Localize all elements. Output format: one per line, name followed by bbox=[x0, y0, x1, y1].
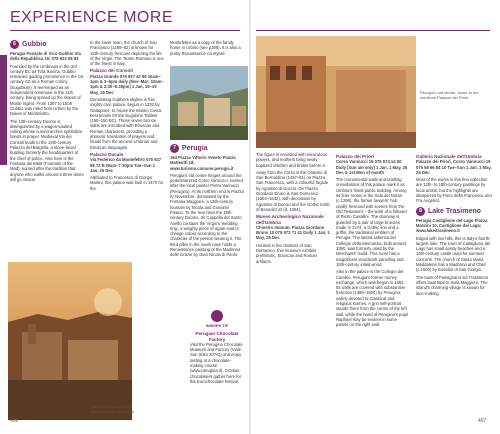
entry-body: In the lower town, the church of San Francesco (1259–82) is known for 15th-century frescoes depicting the life of the Virgin. The Teatro Romano is one of the finest in Italy. bbox=[90, 40, 164, 67]
title-rule-right bbox=[256, 30, 490, 31]
sight-body: Most of the works in this fine collection are 13th- to 18th-century paintings by local artists, but the highlights are altarpieces by Piero della Francesca and Fra Angelico. bbox=[416, 177, 492, 204]
entry-title: Perugia bbox=[182, 144, 208, 152]
sight-meta: Via Federico da Montefeltro 075 927 58 72 8:30am–7:30pm Tue–Sun 1 Jan, 25 Dec bbox=[90, 157, 162, 173]
page-number-right: 407 bbox=[478, 418, 487, 424]
entry-meta: Perugia Castiglione del Lago Piazza Mazzini 10, Castiglione del Lago; www.lakeitrasimeno.it bbox=[416, 217, 488, 234]
sight-meta: Palazzo dei Priori, Corso Vannucci 19 075 58 66 84 10 Tue–Sun 1 Jan, 1 May, 25 Dec bbox=[416, 159, 492, 175]
sight-meta: Corso Vannucci 19 075 574 14 00 Daily (Sun am only) 1 Jan, 1 May, 25 Dec & 1st Mon of month bbox=[336, 159, 408, 175]
perugia-square-photo bbox=[256, 36, 416, 148]
perugia-continued bbox=[256, 152, 330, 266]
sight-body: Housed in the cloisters of San Domenico, this museum exhibits prehistoric, Etruscan and Roman artifacts. bbox=[256, 242, 317, 264]
entry-body: Edged with low hills, this is Italy's fourth-largest lake. The town of Castiglione del Lago has small sandy beaches and a 16th-century castle used for summer concerts. The church of Santa Maria Maddalena has a Madonna and Child (c.1500) by Eusebio di San Giorgio. bbox=[416, 235, 491, 273]
priori-column bbox=[336, 152, 410, 330]
entry-number: 6 bbox=[10, 40, 19, 49]
sight-body: Also in the palace is the Collegio del Cambio, Perugia's former money exchange, which was begun in 1452. Its walls are covered with substantive frescoes (1498–1500) by Perugino, widely devoted to Classical and religious scenes. A grin self-portrait stands there from the centre of the left wall, while the hand of Perugino's pupil Raphael may be evident in some panels on the right wall. bbox=[336, 269, 409, 328]
sight-body: Dominating Gubbio's skyline is this mighty civic palace, begun in 1332 by Gattapone, to house the Museo Civico, best known for the Eugubine Tablets (250–150 BC). These seven bronze slabs are inscribed with Etruscan and Roman characters, providing a phonetic translation of prayers and rituals from the ancient Umbrian and Etruscan languages. bbox=[90, 96, 163, 150]
insider-tip-label: INSIDER TIP bbox=[205, 324, 229, 328]
entry-body: Perugia's old centre hinges around the pedestrianized Corso Vannucci, named after the local painter Pietro Vannucci (Perugino). At its northern end is Piazza IV Novembre, dominated by the Fontana Maggiore, a 13th-century fountain by Nicola and Giovanni Pisano. To the rear rises the 15th-century Duomo. Its Cappella del Santo Anello contains the Virgin's 'wedding ring', a weighty piece of agate said to change colour according to the character of the person wearing it. The third pillar in the south nave holds a Renaissance painting of the Madonna delle Grazie by Gian Nicola di Paolo. bbox=[170, 172, 244, 258]
entry-body: Montefeltro as a copy of the family home in Urbino (see p398). It is also a pretty Renaissance courtyard. bbox=[170, 40, 241, 56]
gubbio-continued bbox=[170, 40, 244, 58]
sight-body: Attributed to Francesco di Giorgio Martini, this palace was built in 1470 for the bbox=[90, 175, 164, 191]
sight-title: Palazzo dei Consoli bbox=[90, 68, 133, 74]
gubbio-photo bbox=[8, 262, 132, 420]
perugia-caption: Perugia's old centre, home to the medieval Palazzo dei Priori bbox=[420, 90, 479, 100]
sight-title: Palazzo dei Priori bbox=[336, 154, 375, 159]
entry-number: 7 bbox=[170, 144, 179, 153]
gubbio-sights-column bbox=[90, 40, 164, 193]
entry-body: The 13th-century Duomo is distinguished by a wagon-vaulted ceiling whose curved arches symbolize hands in prayer. Medieval Via dei Consoli leads to the 13th-century Palazzo del Bargello, a stone-faced building formerly the headquarters of the chief of police. Also here is the Fontana dei Matti (Fountain of the Mad); named after the tradition that anyone who walks around it three times will go insane. bbox=[10, 118, 84, 182]
sight-meta: Chiostro monum. Piazza Giordano Bruno 10 075 572 71 41 Daily 1 Jan, 1 May, 25 Dec bbox=[256, 224, 330, 241]
entry-meta: Perugia Fossato di Vico-Gubbio Via della Repubblica 15; 075 922 06 93 bbox=[10, 51, 81, 62]
insider-tip-icon bbox=[211, 310, 223, 322]
sight-title: Galleria Nazionale dell'Umbria bbox=[416, 154, 482, 159]
entry-body: Founded by the Umbrians in the 3rd century BC as Tota Ikovina, Gubbio remained guiding prominence in the 1st century AD as a Roman colony (Eugubium). It reemerged as an independent commune in the 11th century, being spread up the slopes of Monte Ingino. From 1387 to 1508 Gubbio was ruled from Urbino by the Dukes of Montefeltro. bbox=[10, 63, 84, 117]
gubbio-column bbox=[10, 40, 84, 184]
entry-meta: 164 Piazza Vittorio Veneto Piazza Matteotti 18; www.turismo.comune.perugia.it bbox=[170, 155, 236, 171]
perugia-column bbox=[170, 144, 244, 260]
chapter-tab bbox=[0, 55, 7, 165]
insider-tip-box bbox=[190, 310, 244, 430]
page-number-left: 406 bbox=[10, 418, 19, 424]
sight-meta: Piazza Grande 075 927 42 98 10am–1pm & 3–6pm daily (Nov–Mar: 10am–1pm & 2:30–5:30pm) 1 Jan, 15–19 May, 25 Dec bbox=[90, 73, 164, 95]
entry-title: Gubbio bbox=[22, 40, 47, 48]
sight-body: The monumental walls and bristling crenellations of this palace mark it as Umbria's finest public building. Among its finer rooms is the Sala dei Notari (c.1296), the former lawyers' hall, vividly frescoed with scenes from the Old Testament – the work of a follower of Pietro Cavallini. The doorway is guarded by a pair of large bronzes made in 1274: a Gothic lion and a griffin, the traditional emblem of Perugia. The lateral Udienza del Collegio della Mercanzia, built around 1390, was formerly used by the Merchants' Guild. This room has a magnificent woodwork panelling and 15th-century inlaid wood. bbox=[336, 177, 408, 267]
book-spine bbox=[249, 0, 251, 434]
perugia-view-photo bbox=[170, 66, 248, 140]
galleria-column bbox=[416, 152, 492, 298]
entry-body: The figure is encircled with miraculous powers, and mothers bring newly baptized children and brides before it. bbox=[256, 152, 327, 168]
sight-title: Museo Archeologico Nazionale dell'Umbria bbox=[256, 214, 324, 225]
entry-body: The town of Passignano sul Trasimeno offers boat trips to Isola Maggiore. The island's charming village is known for lace-making. bbox=[416, 274, 489, 296]
title-rule bbox=[10, 30, 240, 31]
entry-title: Lake Trasimeno bbox=[428, 207, 481, 215]
entry-number: 8 bbox=[416, 207, 425, 216]
insider-tip-body: Visit the Perugina Chocolate Museum and Factory (Viale San Sisto 207/Q) and enjoy tasting at a chocolate-making course (www.perugina.it). October, chocolatiers gather here for the Eurochocolate festival. bbox=[190, 341, 243, 384]
insider-tip-title: Perugian Chocolate Factory bbox=[195, 331, 239, 342]
gubbio-caption: The sun rising over the medieval town of Gubbio bbox=[90, 404, 135, 414]
entry-body: Away from the Corso is the Oratorio di San Bernardino (1457–61) on Piazza San Francesco, with a colourful façade by Agostino di Duccio. On Piazza Giordano Bruno is San Domenico (1304–1632), with decoration by Agostino di Duccio and the Gothic tomb of Benedict XI (d. 1304). bbox=[256, 169, 330, 212]
page-title: EXPERIENCE MORE bbox=[10, 9, 174, 26]
sight-title: Palazzo Ducale bbox=[90, 151, 124, 157]
